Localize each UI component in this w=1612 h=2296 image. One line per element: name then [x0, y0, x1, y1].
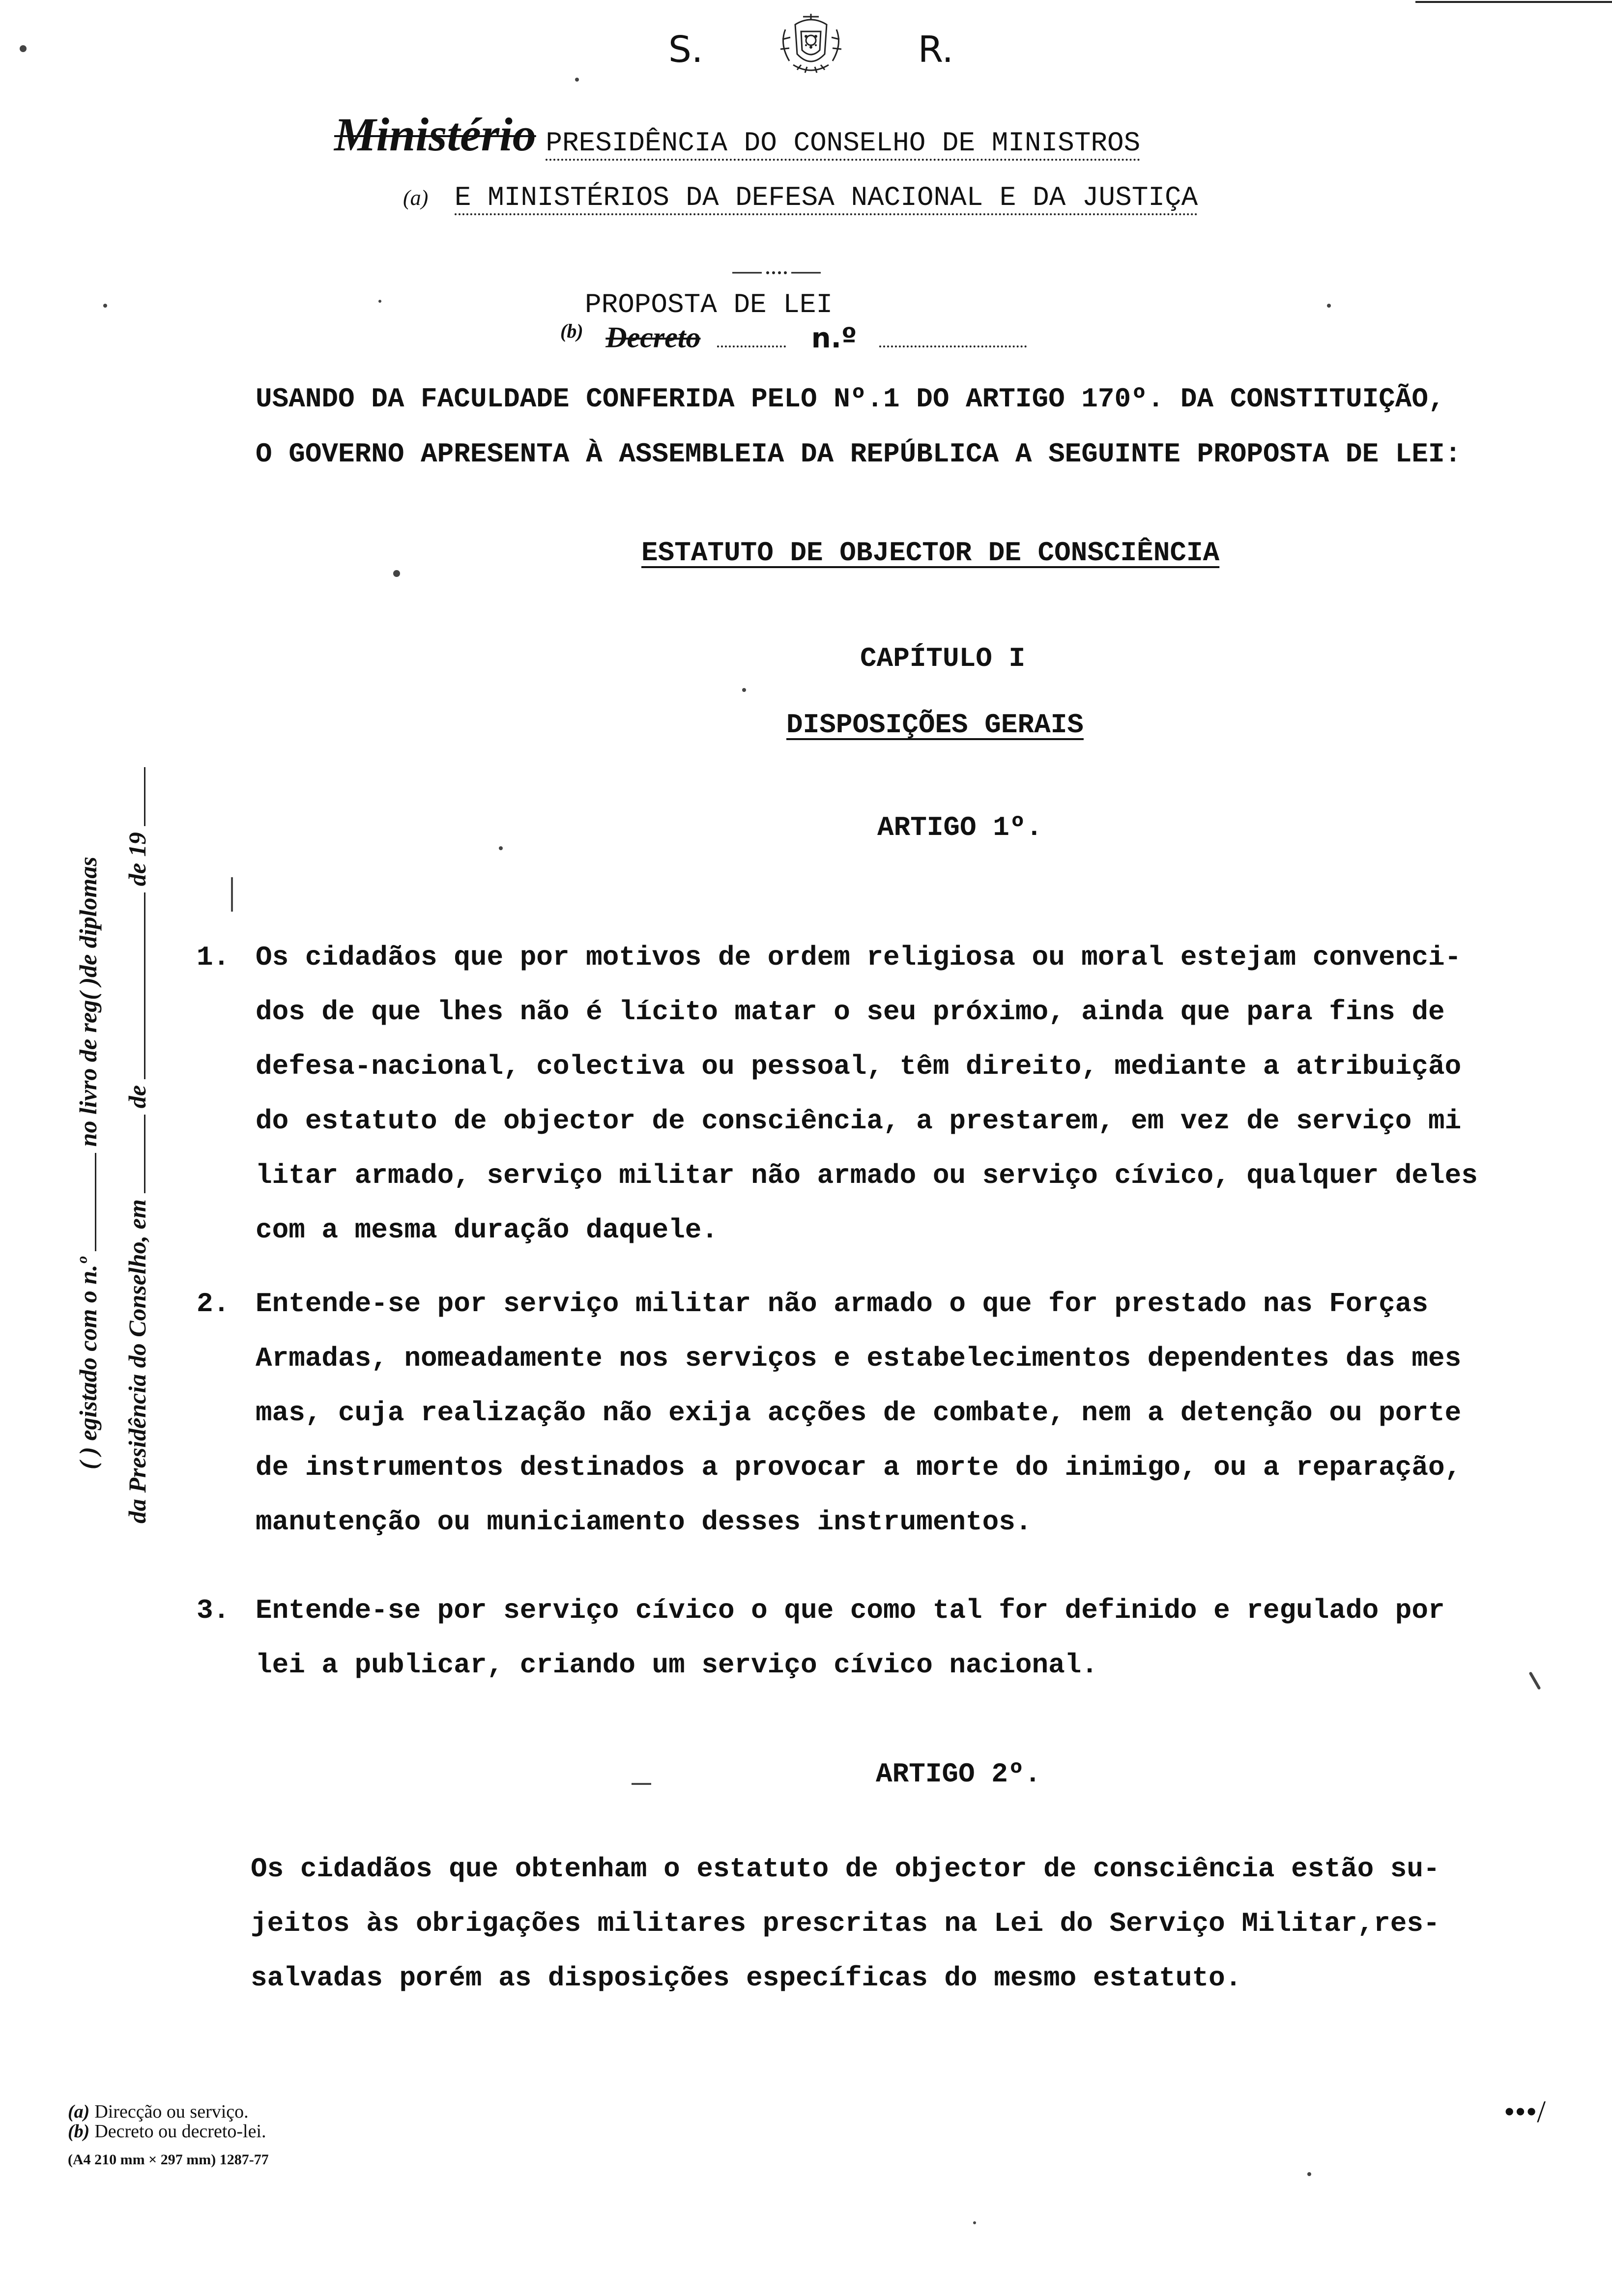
- article-1-paragraph-1: [197, 930, 1602, 1258]
- decree-number-label: n.º: [811, 322, 857, 354]
- paragraph-line: de instrumentos destinados a provocar a morte do inimigo, ou a reparação,: [256, 1452, 1462, 1483]
- paragraph-line: Os cidadãos que por motivos de ordem religiosa ou moral estejam convenci-: [256, 942, 1462, 973]
- chapter-subtitle: DISPOSIÇÕES GERAIS: [786, 709, 1084, 741]
- paragraph-line: Entende-se por serviço militar não armado o que for prestado nas Forças: [256, 1288, 1428, 1320]
- chapter-title: CAPÍTULO I: [860, 643, 1026, 674]
- margin-registration-note: [74, 639, 172, 1523]
- scan-speck: [632, 1783, 651, 1785]
- decree-marker: (b): [560, 320, 583, 342]
- paragraph-line: manutenção ou municiamento desses instrumentos.: [256, 1506, 1032, 1538]
- margin-note-registered: egistado com o n.º: [74, 1257, 102, 1441]
- decree-number-blank: [879, 345, 1027, 347]
- decree-word-struck: Decreto: [605, 321, 701, 354]
- top-rule: [1415, 1, 1612, 3]
- scan-speck: [20, 45, 27, 52]
- scan-speck: [499, 846, 503, 850]
- margin-note-presidency: da Presidência do Conselho, em: [123, 1199, 151, 1523]
- paragraph-line: salvadas porém as disposições específicas do mesmo estatuto.: [251, 1962, 1242, 1994]
- ministries-text: E MINISTÉRIOS DA DEFESA NACIONAL E DA JUSTIÇA: [455, 182, 1198, 215]
- scan-speck: [575, 78, 579, 82]
- intro-line-2: O GOVERNO APRESENTA À ASSEMBLEIA DA REPÚBLICA A SEGUINTE PROPOSTA DE LEI:: [256, 438, 1462, 470]
- scan-speck: [1327, 304, 1331, 308]
- article-1-paragraph-3: [197, 1583, 1602, 1693]
- scan-speck: [378, 300, 381, 303]
- paragraph-line: mas, cuja realização não exija acções de combate, nem a detenção ou porte: [256, 1397, 1462, 1429]
- paragraph-line: jeitos às obrigações militares prescritas na Lei do Serviço Militar,res-: [251, 1908, 1440, 1939]
- scan-speck: [393, 570, 400, 577]
- margin-note-blank: [95, 1153, 96, 1251]
- ministry-name: PRESIDÊNCIA DO CONSELHO DE MINISTROS: [546, 127, 1140, 161]
- scan-speck: [742, 688, 746, 692]
- scan-speck: [231, 877, 233, 912]
- scan-speck: [103, 304, 107, 308]
- form-code: (A4 210 mm × 297 mm) 1287-77: [68, 2152, 269, 2168]
- coat-of-arms-icon: [776, 10, 846, 79]
- statute-title: ESTATUTO DE OBJECTOR DE CONSCIÊNCIA: [641, 537, 1220, 569]
- paragraph-line: Armadas, nomeadamente nos serviços e estabelecimentos dependentes das mes: [256, 1343, 1462, 1374]
- paragraph-number: 1.: [197, 942, 230, 973]
- margin-note-blank: [144, 892, 145, 1079]
- ministry-prefix: Ministério: [334, 108, 536, 161]
- footnote-marker: (a): [68, 2101, 90, 2122]
- letterhead-left-letter: S.: [668, 29, 703, 71]
- footnote-a: [68, 2101, 249, 2123]
- margin-note-year: de 19: [123, 832, 151, 887]
- paragraph-line: lei a publicar, criando um serviço cívico nacional.: [256, 1649, 1098, 1681]
- paragraph-line: defesa-nacional, colectiva ou pessoal, têm direito, mediante a atribuição: [256, 1051, 1462, 1082]
- paragraph-number: 3.: [197, 1595, 230, 1626]
- decree-line: [560, 319, 1027, 356]
- article-2-title: ARTIGO 2º.: [876, 1758, 1041, 1790]
- article-1-paragraph-2: [197, 1277, 1602, 1550]
- paragraph-line: dos de que lhes não é lícito matar o seu próximo, ainda que para fins de: [256, 996, 1445, 1028]
- paragraph-line: Entende-se por serviço cívico o que como tal for definido e regulado por: [256, 1595, 1445, 1626]
- separator-ornament: [732, 270, 821, 275]
- scan-speck: [973, 2221, 976, 2224]
- scan-speck: [1307, 2172, 1311, 2176]
- ministries-marker: (a): [403, 186, 429, 210]
- letterhead: [659, 10, 963, 79]
- margin-note-line-1: [74, 857, 102, 1469]
- decree-blank: [717, 345, 786, 347]
- margin-note-line-2: [123, 767, 151, 1523]
- margin-note-de-1: de: [123, 1085, 151, 1109]
- continuation-mark: •••/: [1504, 2094, 1546, 2129]
- ministries-line: [403, 182, 1337, 213]
- paragraph-line: litar armado, serviço militar não armado ou serviço cívico, qualquer deles: [256, 1160, 1478, 1191]
- margin-note-bracket: ( ): [74, 1447, 102, 1469]
- margin-note-book: no livro de reg( )de diplomas: [74, 857, 102, 1147]
- article-2-paragraph: [197, 1842, 1602, 2006]
- margin-note-blank: [144, 767, 145, 826]
- margin-note-blank: [144, 1115, 145, 1193]
- paragraph-number: 2.: [197, 1288, 230, 1320]
- paragraph-line: Os cidadãos que obtenham o estatuto de objector de consciência estão su-: [251, 1853, 1440, 1885]
- footnote-marker: (b): [68, 2121, 90, 2142]
- paragraph-line: do estatuto de objector de consciência, a prestarem, em vez de serviço mi: [256, 1105, 1462, 1137]
- proposal-title: PROPOSTA DE LEI: [585, 289, 833, 320]
- ministry-line: [334, 107, 1317, 161]
- footnote-text: Direcção ou serviço.: [94, 2101, 249, 2122]
- footnote-b: [68, 2121, 266, 2142]
- intro-line-1: USANDO DA FACULDADE CONFERIDA PELO Nº.1 DO ARTIGO 170º. DA CONSTITUIÇÃO,: [256, 383, 1445, 415]
- article-1-title: ARTIGO 1º.: [877, 812, 1043, 843]
- letterhead-right-letter: R.: [918, 29, 953, 71]
- footnote-text: Decreto ou decreto-lei.: [94, 2121, 266, 2142]
- paragraph-line: com a mesma duração daquele.: [256, 1214, 718, 1246]
